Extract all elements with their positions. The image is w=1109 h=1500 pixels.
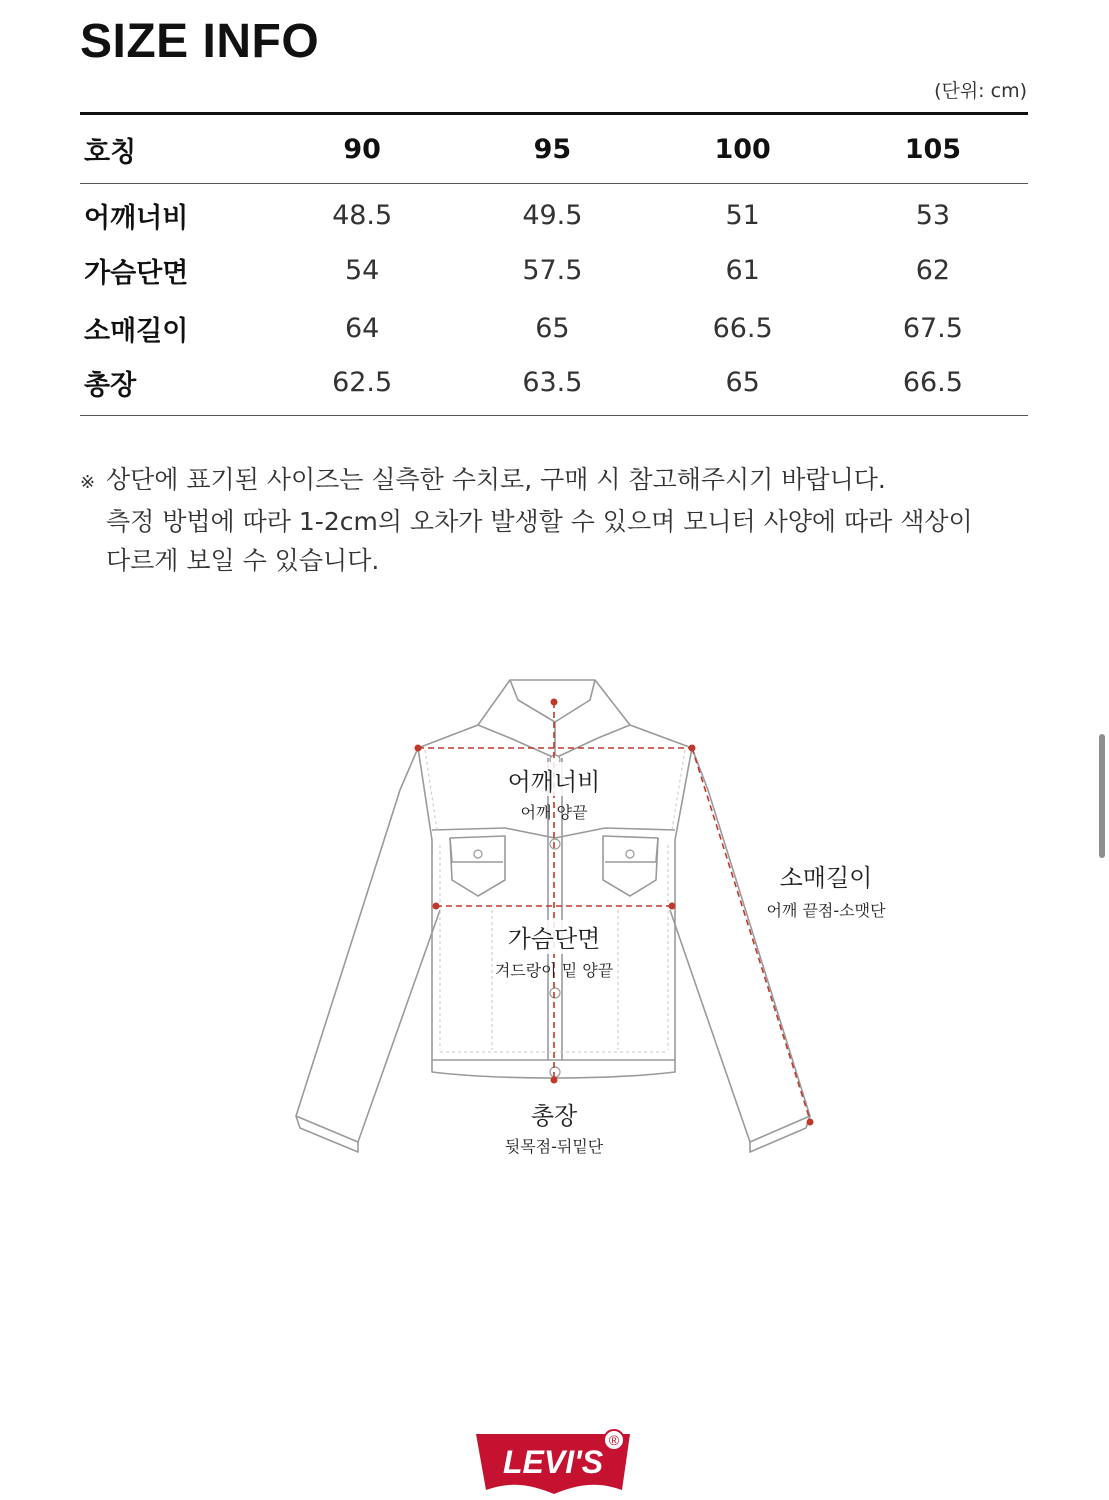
row-label: 어깨너비 (84, 202, 189, 234)
row-label: 가슴단면 (84, 258, 189, 289)
shoulder-label: 어깨너비 (507, 768, 601, 796)
unit-note: (단위: cm) (934, 80, 1027, 102)
table-cell: 67.5 (902, 313, 963, 344)
table-row (80, 300, 1028, 358)
table-cell: 54 (344, 255, 380, 286)
table-cell: 65 (535, 313, 570, 344)
note-line: 다르게 보일 수 있습니다. (106, 546, 380, 575)
table-cell: 64 (344, 313, 380, 344)
measurement-lines (418, 702, 810, 1120)
table-cell: 66.5 (712, 313, 773, 344)
table-cell: 66.5 (902, 367, 963, 399)
levis-logo (474, 1428, 636, 1500)
table-cell: 49.5 (522, 199, 583, 231)
sleeve-label: 소매길이 (779, 864, 873, 892)
row-label: 소매길이 (84, 316, 189, 347)
chest-label: 가슴단면 (507, 925, 601, 953)
row-label: 총장 (84, 370, 137, 402)
measurement-points (415, 699, 814, 1126)
header-size-100: 100 (714, 133, 771, 165)
size-table (80, 112, 1028, 416)
logo-text: LEVI'S (502, 1444, 604, 1480)
note-line: 측정 방법에 따라 1-2cm의 오차가 발생할 수 있으며 모니터 사양에 따라 색상이 (106, 507, 973, 536)
note-text: 상단에 표기된 사이즈는 실측한 수치로, 구매 시 참고해주시기 바랍니다. (106, 465, 886, 494)
table-cell: 65 (725, 367, 760, 399)
header-label: 호칭 (84, 136, 137, 168)
table-row (80, 242, 1028, 300)
table-cell: 62.5 (332, 367, 393, 399)
header-size-105: 105 (904, 133, 962, 165)
table-cell: 63.5 (522, 367, 583, 399)
length-desc: 뒷목점-뒤밑단 (504, 1137, 604, 1156)
chest-desc: 겨드랑이 밑 양끝 (494, 961, 614, 980)
table-cell: 57.5 (522, 255, 583, 286)
table-row (80, 358, 1028, 416)
table-cell: 61 (725, 255, 760, 286)
table-cell: 53 (915, 199, 951, 231)
jacket-measurement-diagram (0, 640, 1109, 1200)
table-cell: 62 (915, 255, 951, 286)
header-size-90: 90 (343, 133, 381, 165)
page-title: SIZE INFO (80, 15, 320, 68)
table-header-row (80, 114, 1028, 184)
registered-mark-icon: ® (608, 1432, 620, 1448)
note-line (80, 460, 980, 502)
table-cell: 51 (725, 199, 760, 231)
table-row (80, 184, 1028, 242)
header-size-95: 95 (533, 133, 572, 165)
table-cell: 48.5 (332, 199, 393, 231)
reference-mark-icon: ※ (80, 472, 96, 493)
scrollbar[interactable] (1099, 734, 1105, 858)
sleeve-measure-line (692, 748, 810, 1120)
length-label: 총장 (530, 1102, 578, 1130)
shoulder-desc: 어깨 양끝 (520, 803, 588, 822)
measurement-labels (495, 762, 886, 1156)
sleeve-desc: 어깨 끝점-소맷단 (766, 901, 886, 920)
size-notes (80, 460, 980, 580)
